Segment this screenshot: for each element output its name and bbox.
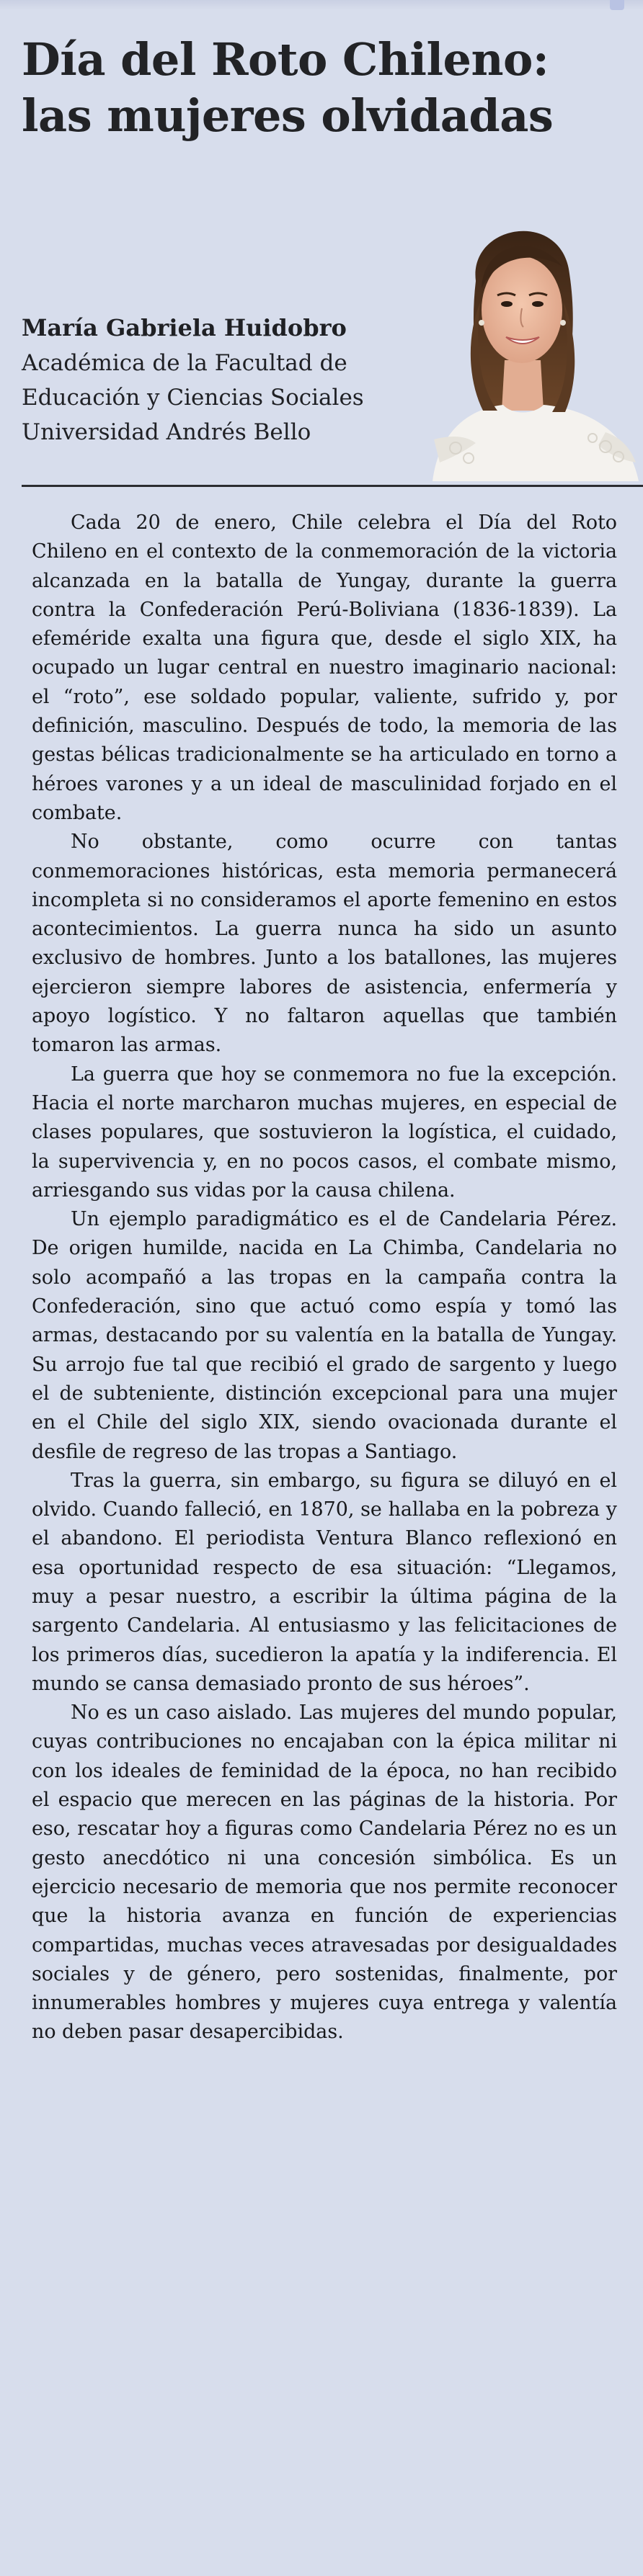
author-portrait xyxy=(389,194,643,481)
paragraph-4: Un ejemplo paradigmático es el de Candelaria Pérez. De origen humilde, nacida en La Chimba, Candelaria no solo acompañó a las tropas en la campaña contra la Confederación, sino que actuó como espía y tomó las armas, destacando por su valentía en la batalla de Yungay. Su arrojo fue tal que recibió el grado de sargento y luego el de subteniente, distinción excepcional para una mujer en el Chile del siglo XIX, siendo ovacionada durante el desfile de regreso de las tropas a Santiago. xyxy=(32,1208,617,1463)
paragraph-1: Cada 20 de enero, Chile celebra el Día del Roto Chileno en el contexto de la conmemoración de la victoria alcanzada en la batalla de Yungay, durante la guerra contra la Confederación Perú-Boliviana (1836-1839). La efeméride exalta una figura que, desde el siglo XIX, ha ocupado un lugar central en nuestro imaginario nacional: el “roto”, ese soldado popular, valiente, sufrido y, por definición, masculino. Después de todo, la memoria de las gestas bélicas tradicionalmente se ha articulado en torno a héroes varones y a un ideal de masculinidad forjado en el combate. xyxy=(32,511,617,824)
author-role-line-3: Universidad Andrés Bello xyxy=(22,419,311,445)
headline-line-2: las mujeres olvidadas xyxy=(22,89,554,142)
author-role-line-2: Educación y Ciencias Sociales xyxy=(22,385,364,411)
paragraph-2: No obstante, como ocurre con tantas conmemoraciones históricas, esta memoria permanecerá incompleta si no consideramos el aporte femenino en estos acontecimientos. La guerra nunca ha sido un asunto exclusivo de hombres. Junto a los batallones, las mujeres ejercieron siempre labores de asistencia, enfermería y apoyo logístico. Y no faltaron aquellas que también tomaron las armas. xyxy=(32,831,617,1057)
author-byline xyxy=(22,310,396,450)
corner-tab xyxy=(610,0,624,10)
author-affiliation xyxy=(22,346,396,450)
author-role-line-1: Académica de la Facultad de xyxy=(22,350,347,376)
paragraph-5: Tras la guerra, sin embargo, su figura se diluyó en el olvido. Cuando falleció, en 1870, se hallaba en la pobreza y el abandono. El periodista Ventura Blanco reflexionó en esa oportunidad respecto de esa situación: “Llegamos, muy a pesar nuestro, a escribir la última página de la sargento Candelaria. Al entusiasmo y las felicitaciones de los primeros días, sucedieron la apatía y la indiferencia. El mundo se cansa demasiado pronto de sus héroes”. xyxy=(32,1469,617,1695)
author-name: María Gabriela Huidobro xyxy=(22,314,347,341)
paragraph-6: No es un caso aislado. Las mujeres del mundo popular, cuyas contribuciones no encajaban con la épica militar ni con los ideales de feminidad de la época, no han recibido el espacio que merecen en las páginas de la historia. Por eso, rescatar hoy a figuras como Candelaria Pérez no es un gesto anecdótico ni una concesión simbólica. Es un ejercicio necesario de memoria que nos permite reconocer que la historia avanza en función de experiencias compartidas, muchas veces atravesadas por desigualdades sociales y de género, pero sostenidas, finalmente, por innumerables hombres y mujeres cuya entrega y valentía no deben pasar desapercibidas. xyxy=(32,1701,617,2044)
headline xyxy=(22,32,627,144)
top-rule xyxy=(0,0,643,10)
paragraph-3: La guerra que hoy se conmemora no fue la excepción. Hacia el norte marcharon muchas mujeres, en especial de clases populares, que sostuvieron la logística, el cuidado, la supervivencia y, en no pocos casos, el combate mismo, arriesgando sus vidas por la causa chilena. xyxy=(32,1063,617,1202)
header-divider xyxy=(22,485,643,487)
headline-line-1: Día del Roto Chileno: xyxy=(22,33,549,86)
article-body xyxy=(32,509,617,2047)
